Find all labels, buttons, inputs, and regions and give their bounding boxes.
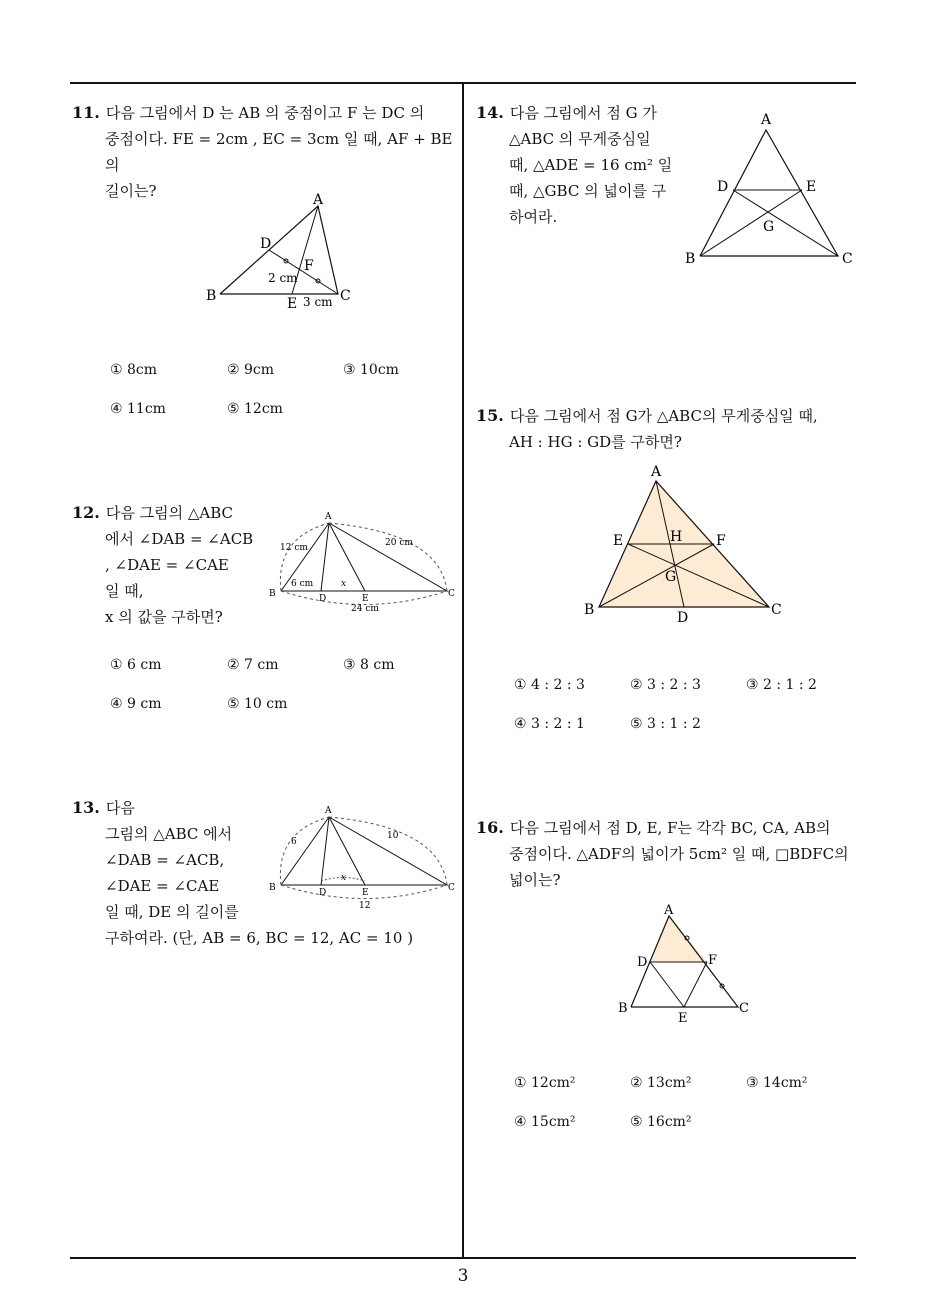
q12-choice-1[interactable]: ① 6 cm (110, 657, 162, 673)
question-16 (476, 815, 861, 893)
label-D: D (677, 610, 689, 626)
q13-figure (265, 802, 460, 912)
question-text-line: 중점이다. FE = 2cm , EC = 3cm 일 때, AF + BE 의 (105, 130, 453, 174)
question-number: 16. (476, 818, 504, 837)
question-text-line: 에서 ∠DAB = ∠ACB (105, 530, 254, 548)
label-F: F (304, 258, 314, 274)
q16-choice-3[interactable]: ③ 14cm² (746, 1075, 808, 1091)
question-text-line: 하여라. (509, 208, 558, 226)
question-15 (476, 403, 861, 455)
label-ab: 6 (291, 837, 297, 847)
question-text-line: 다음 그림에서 점 G가 △ABC의 무게중심일 때, (509, 407, 818, 425)
label-H: H (670, 529, 683, 545)
label-B: B (685, 251, 696, 267)
question-text-line: x 의 값을 구하면? (105, 608, 223, 626)
label-G: G (763, 219, 775, 235)
q15-choice-5[interactable]: ⑤ 3 : 1 : 2 (630, 716, 701, 732)
label-ac: 20 cm (385, 538, 413, 548)
q15-choice-3[interactable]: ③ 2 : 1 : 2 (746, 677, 817, 693)
label-C: C (448, 589, 455, 599)
label-D: D (260, 236, 272, 252)
label-ec: 3 cm (303, 295, 333, 309)
question-number: 14. (476, 103, 504, 122)
label-B: B (269, 589, 276, 599)
label-ab: 12 cm (280, 543, 308, 553)
q12-choice-3[interactable]: ③ 8 cm (343, 657, 395, 673)
q16-choice-5[interactable]: ⑤ 16cm² (630, 1114, 692, 1130)
label-B: B (269, 883, 276, 893)
label-E: E (806, 179, 817, 195)
label-bc: 12 (359, 901, 371, 911)
label-A: A (651, 464, 662, 480)
question-14 (476, 100, 676, 230)
q12-choice-5[interactable]: ⑤ 10 cm (227, 696, 288, 712)
question-text-line: 다음 그림에서 점 G 가 (509, 104, 657, 122)
label-D: D (319, 888, 327, 898)
label-E: E (613, 533, 624, 549)
label-C: C (842, 251, 853, 267)
q11-choice-2[interactable]: ② 9cm (227, 362, 275, 378)
label-F: F (716, 533, 726, 549)
q16-choice-4[interactable]: ④ 15cm² (514, 1114, 576, 1130)
label-ac: 10 (387, 831, 399, 841)
question-number: 13. (72, 798, 100, 817)
question-text-line: 중점이다. △ADF의 넓이가 5cm² 일 때, □BDFC의 (509, 845, 849, 863)
q16-figure (612, 900, 762, 1030)
label-C: C (340, 288, 351, 304)
question-text-line: 길이는? (105, 182, 157, 200)
q15-figure (580, 462, 790, 632)
label-B: B (584, 602, 595, 618)
q16-choice-2[interactable]: ② 13cm² (630, 1075, 692, 1091)
q12-figure (265, 508, 460, 613)
label-C: C (448, 883, 455, 893)
label-x: x (341, 873, 347, 883)
question-text-line: 구하여라. (단, AB = 6, BC = 12, AC = 10 ) (105, 929, 414, 947)
label-bd: 6 cm (291, 579, 314, 589)
question-text-line: △ABC 의 무게중심일 (509, 130, 651, 148)
q12-choice-4[interactable]: ④ 9 cm (110, 696, 162, 712)
label-F: F (708, 953, 718, 968)
q11-choice-3[interactable]: ③ 10cm (343, 362, 399, 378)
label-D: D (637, 955, 648, 970)
question-number: 15. (476, 406, 504, 425)
q11-choice-4[interactable]: ④ 11cm (110, 401, 166, 417)
label-C: C (771, 602, 782, 618)
label-E: E (678, 1011, 688, 1026)
page-number: 3 (457, 1266, 469, 1286)
q15-choice-1[interactable]: ① 4 : 2 : 3 (514, 677, 585, 693)
label-D: D (717, 179, 729, 195)
q11-figure (200, 190, 370, 315)
label-C: C (739, 1001, 749, 1016)
question-text-line: 다음 (105, 799, 135, 817)
question-text-line: ∠DAE = ∠CAE (105, 877, 220, 895)
label-A: A (664, 903, 674, 918)
label-E: E (362, 888, 369, 898)
q15-choice-4[interactable]: ④ 3 : 2 : 1 (514, 716, 585, 732)
question-text-line: , ∠DAE = ∠CAE (105, 556, 229, 574)
label-fe: 2 cm (268, 271, 298, 285)
question-text-line: 다음 그림에서 점 D, E, F는 각각 BC, CA, AB의 (509, 819, 831, 837)
question-text-line: 다음 그림의 △ABC (105, 504, 233, 522)
label-B: B (618, 1001, 628, 1016)
q14-figure (680, 108, 860, 273)
q12-choice-2[interactable]: ② 7 cm (227, 657, 279, 673)
q11-choice-5[interactable]: ⑤ 12cm (227, 401, 283, 417)
question-text-line: 때, △GBC 의 넓이를 구 (509, 182, 667, 200)
question-text-line: 때, △ADE = 16 cm² 일 (509, 156, 673, 174)
label-E: E (362, 594, 369, 604)
question-number: 11. (72, 103, 100, 122)
label-bc: 24 cm (351, 604, 379, 613)
question-11 (72, 100, 457, 204)
label-A: A (761, 112, 772, 128)
question-text-line: ∠DAB = ∠ACB, (105, 851, 225, 869)
label-A: A (313, 192, 324, 208)
label-B: B (206, 288, 217, 304)
label-E: E (287, 296, 298, 312)
question-text-line: 일 때, DE 의 길이를 (105, 903, 239, 921)
label-x: x (341, 579, 347, 589)
label-D: D (319, 594, 327, 604)
question-text-line: AH : HG : GD를 구하면? (509, 433, 682, 451)
bottom-rule (70, 1257, 856, 1259)
question-text-line: 다음 그림에서 D 는 AB 의 중점이고 F 는 DC 의 (105, 104, 425, 122)
question-text-line: 일 때, (105, 582, 144, 600)
label-A: A (325, 806, 332, 816)
label-G: G (665, 569, 677, 585)
question-text-line: 그림의 △ABC 에서 (105, 825, 233, 843)
q16-choice-1[interactable]: ① 12cm² (514, 1075, 576, 1091)
question-12 (72, 500, 262, 630)
question-number: 12. (72, 503, 100, 522)
label-A: A (325, 512, 332, 522)
q11-choice-1[interactable]: ① 8cm (110, 362, 158, 378)
question-text-line: 넓이는? (509, 871, 561, 889)
column-divider (462, 82, 464, 1258)
q15-choice-2[interactable]: ② 3 : 2 : 3 (630, 677, 701, 693)
